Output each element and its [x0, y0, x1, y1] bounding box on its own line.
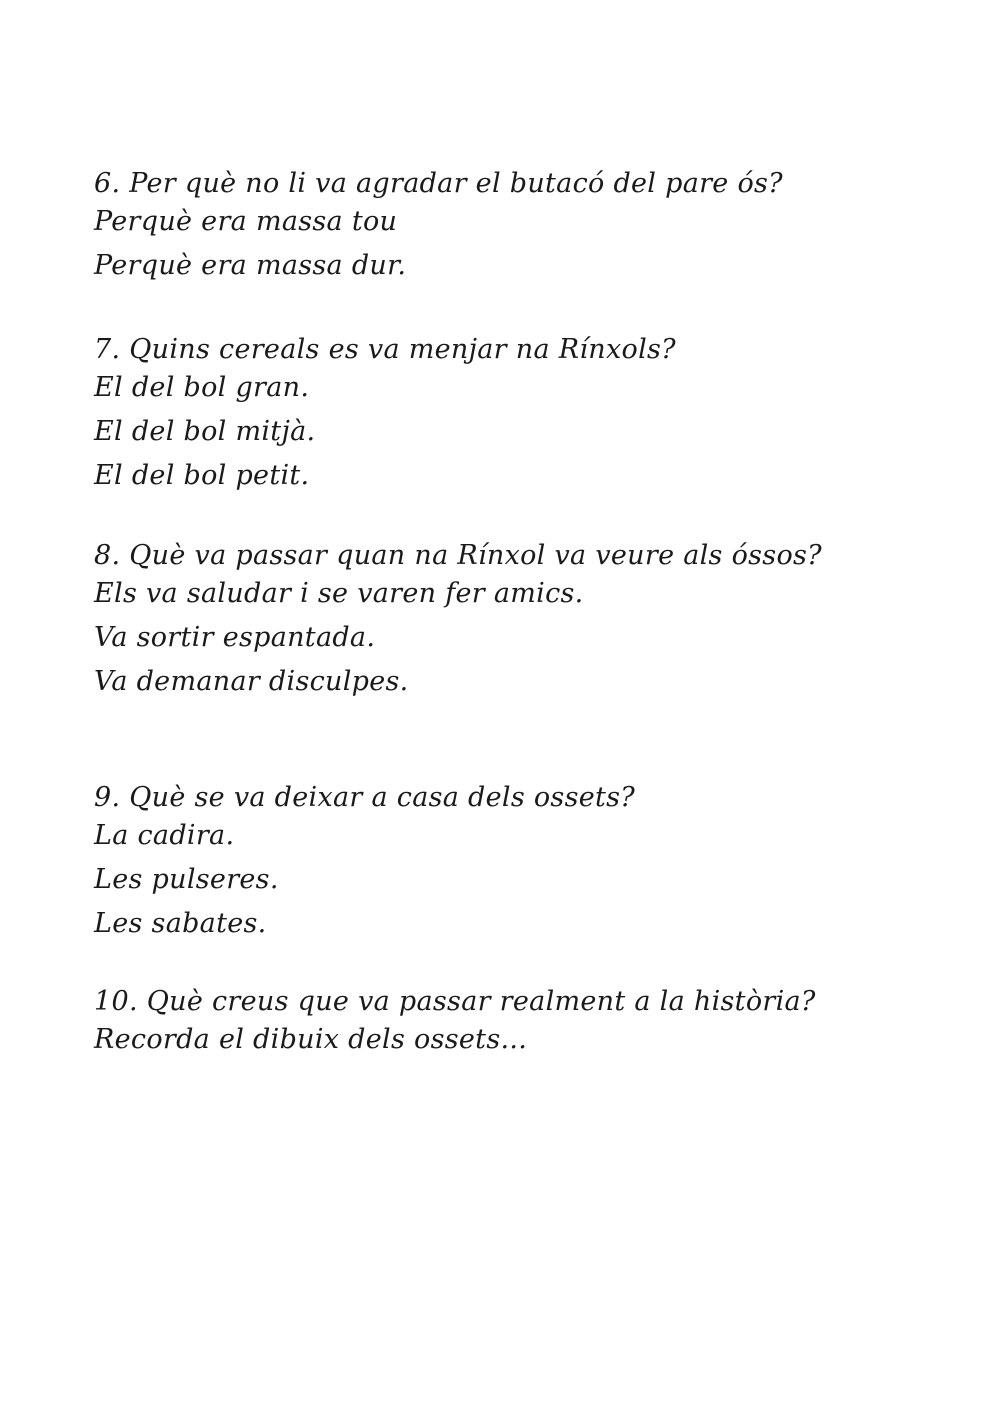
question-8-text: 8. Què va passar quan na Rínxol va veure als óssos?: [94, 540, 822, 571]
question-9-option-3[interactable]: Les sabates.: [94, 908, 267, 939]
question-9: [94, 776, 914, 946]
question-10-text: 10. Què creus que va passar realment a la història?: [94, 986, 816, 1017]
question-10: [94, 980, 914, 1062]
question-7-option-2[interactable]: El del bol mitjà.: [94, 416, 316, 447]
question-7-text: 7. Quins cereals es va menjar na Rínxols?: [94, 334, 676, 365]
question-7-option-1[interactable]: El del bol gran.: [94, 372, 310, 403]
question-8-option-2[interactable]: Va sortir espantada.: [94, 622, 376, 653]
question-6-option-2[interactable]: Perquè era massa dur.: [94, 250, 407, 281]
question-10-hint: Recorda el dibuix dels ossets...: [94, 1024, 528, 1055]
question-9-text: 9. Què se va deixar a casa dels ossets?: [94, 782, 636, 813]
question-6-option-1[interactable]: Perquè era massa tou: [94, 206, 398, 237]
question-8-option-3[interactable]: Va demanar disculpes.: [94, 666, 409, 697]
question-8-option-1[interactable]: Els va saludar i se varen fer amics.: [94, 578, 584, 609]
question-9-option-2[interactable]: Les pulseres.: [94, 864, 279, 895]
question-7-option-3[interactable]: El del bol petit.: [94, 460, 310, 491]
question-7: [94, 328, 914, 498]
question-6: [94, 162, 914, 288]
question-8: [94, 534, 914, 704]
question-9-option-1[interactable]: La cadira.: [94, 820, 235, 851]
question-6-text: 6. Per què no li va agradar el butacó del pare ós?: [94, 168, 783, 199]
